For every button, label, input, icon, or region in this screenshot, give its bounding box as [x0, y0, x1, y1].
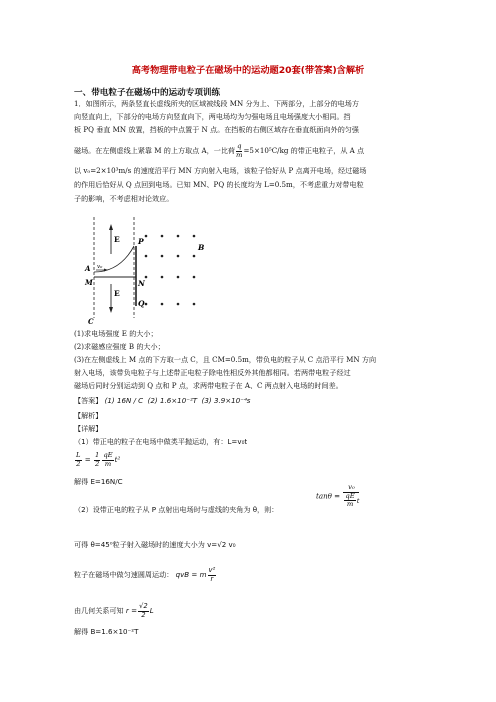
tan-lhs: tanθ = — [316, 491, 341, 501]
radius-eq: r = — [125, 606, 138, 615]
label-p: P — [138, 237, 144, 246]
solution-step-2: 解得 E=16N/C — [74, 477, 123, 486]
tan-num: v₀ — [343, 484, 359, 493]
lorentz-eq: qvB = m — [175, 570, 207, 579]
lorentz-den: r — [210, 574, 214, 583]
frac-den: m — [236, 150, 243, 159]
question-3-line-3: 磁场后同时分别运动到 Q 点和 P 点，求两带电粒子在 A、C 两点射入电场的时间差。 — [74, 381, 343, 390]
label-v0: v₀ — [97, 264, 103, 270]
tan-equation — [316, 484, 360, 509]
lorentz-num: v² — [208, 566, 216, 574]
answer-3: (3) 3.9×10⁻⁴s — [201, 396, 251, 405]
eq1-lhs-den: 2 — [76, 459, 81, 468]
section-heading: 一、带电粒子在磁场中的运动专项训练 — [74, 88, 221, 98]
problem-line-3: 板 PQ 垂直 MN 放置，挡板的中点置于 N 点。在挡板的右侧区域存在垂直纸面向外的匀强 — [74, 125, 359, 134]
solution-step-5 — [74, 567, 217, 583]
question-2: (2)求磁感应强度 B 的大小； — [74, 342, 165, 351]
label-e-up: E — [114, 235, 120, 244]
label-m: M — [85, 278, 93, 287]
question-3-line-1: (3)在左侧虚线上 M 点的下方取一点 C，且 CM=0.5m，带负电的粒子从 C 点沿平行 MN 方向 — [74, 355, 377, 364]
radius-tail: L — [149, 606, 154, 615]
eq1-lhs-num: L — [76, 451, 81, 459]
v0-arrow — [104, 269, 108, 272]
label-n: N — [138, 279, 145, 288]
problem-line-7: 子的影响，不考虑相对论效应。 — [74, 194, 174, 203]
radius-num: √2 — [139, 602, 148, 610]
answer-1: (1) 16N / C — [104, 396, 144, 405]
radius-den: 2 — [141, 610, 146, 619]
label-c: C — [88, 317, 94, 326]
e-up-arrow — [109, 224, 113, 230]
answer-2: (2) 1.6×10⁻²T — [147, 396, 198, 405]
eq1-tail: t² — [114, 455, 121, 464]
frac-num: q — [237, 142, 242, 150]
label-e-down: E — [114, 289, 120, 298]
problem-line-4 — [74, 143, 364, 159]
problem-line-4-b: =5×10⁵C/kg 的带正电粒子，从 A 点 — [243, 146, 365, 155]
answer-label: 【答案】 — [74, 396, 103, 405]
solution-step-6-text: 由几何关系可知 — [74, 606, 124, 615]
question-3-line-2: 射入电场，该带负电粒子与上述带正电粒子除电性相反外其他都相同。若两带电粒子经过 — [74, 368, 351, 377]
solution-step-4: 可得 θ=45⁰粒子射入磁场时的速度大小为 v=√2 v₀ — [74, 540, 236, 549]
question-1: (1)求电场强度 E 的大小； — [74, 329, 158, 338]
solution-step-1: （1）带正电的粒子在电场中做类平抛运动，有：L=v₀t — [74, 437, 248, 446]
equation-1: $\frac{L}{2}$ = $\frac{1}{2}$ $\frac{qE}{m}$ t² — [76, 451, 121, 468]
detail-label: 【详解】 — [74, 424, 103, 433]
eq1-r-den: m — [104, 459, 112, 468]
solution-step-5-text: 粒子在磁场中做匀速圆周运动： — [74, 570, 174, 579]
answer-line — [74, 396, 251, 405]
charge-mass-ratio — [236, 143, 242, 159]
solution-step-3: （2）设带正电的粒子从 P 点射出电场时与虚线的夹角为 θ，则： — [74, 505, 279, 514]
magnetic-field-dots — [145, 235, 196, 306]
tan-den-num: qE — [345, 491, 355, 500]
eq1-r-num: qE — [103, 451, 113, 459]
eq1-mid-num: 1 — [94, 451, 100, 459]
problem-line-1: 1．如图所示，两条竖直长虚线所夹的区域被线段 MN 分为上、下两部分，上部分的电场方 — [74, 99, 359, 108]
label-q: Q — [138, 299, 145, 308]
tan-den-den: m — [346, 500, 354, 508]
solution-step-6 — [74, 603, 154, 619]
physics-diagram — [84, 214, 224, 326]
problem-line-2: 向竖直向上，下部分的电场方向竖直向下，两电场均为匀强电场且电场强度大小相同。挡 — [74, 112, 351, 121]
document-title: 高考物理带电粒子在磁场中的运动题20套(带答案)含解析 — [131, 65, 365, 76]
problem-line-6: 的作用后恰好从 Q 点回到电场。已知 MN、PQ 的长度均为 L=0.5m，不考虑重力对带电粒 — [74, 180, 364, 189]
solution-step-7: 解得 B=1.6×10⁻²T — [74, 627, 139, 636]
label-a: A — [85, 264, 91, 273]
label-b: B — [198, 243, 205, 252]
eq1-mid-den: 2 — [94, 459, 100, 468]
analysis-label: 【解析】 — [74, 411, 103, 420]
tan-den-tail: t — [356, 496, 360, 505]
e-down-arrow — [109, 307, 113, 313]
problem-line-5: 以 v₀=2×10³m/s 的速度沿平行 MN 方向射入电场，该粒子恰好从 P 点离开电场，经过磁场 — [74, 166, 367, 175]
problem-line-4-a: 磁场。在左侧虚线上紧靠 M 的上方取点 A，一比荷 — [74, 146, 236, 155]
